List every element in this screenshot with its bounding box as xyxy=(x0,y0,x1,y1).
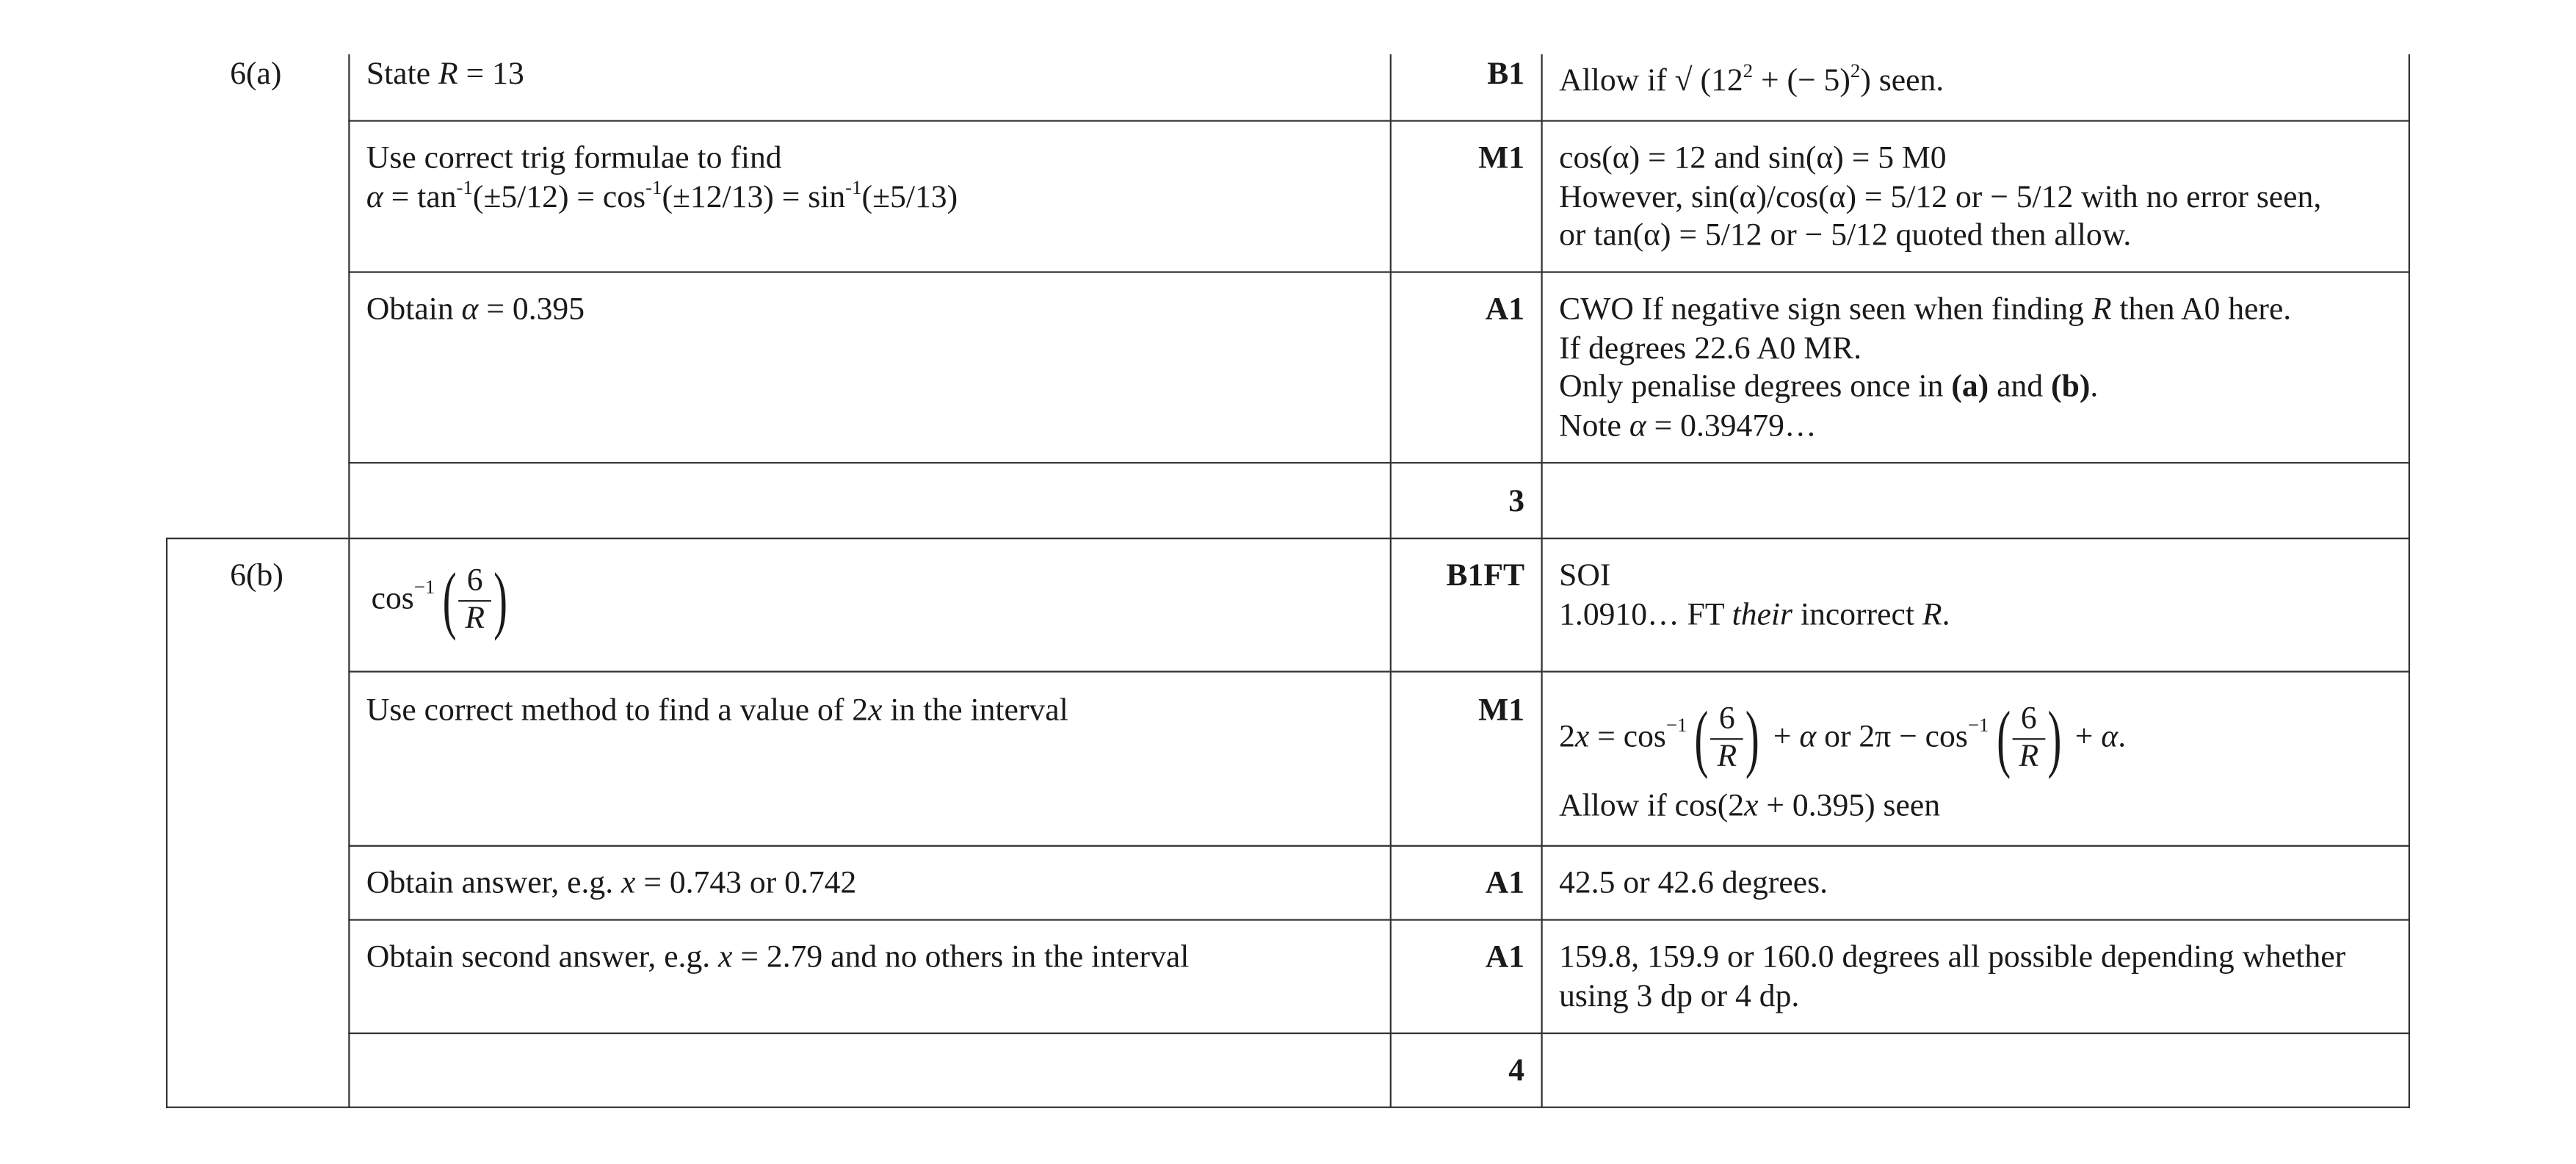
answer-variable: x xyxy=(718,940,733,975)
function-text: cos xyxy=(1623,720,1666,756)
superscript: −1 xyxy=(1665,714,1687,737)
guidance-text: then A0 here. xyxy=(2111,292,2292,328)
answer-text: Obtain xyxy=(366,292,462,328)
guidance-text: + (− 5) xyxy=(1753,64,1850,99)
guidance-text: Allow if xyxy=(1559,64,1675,99)
row-divider xyxy=(348,670,2410,672)
guidance-text: However, sin(α)/cos(α) = 5/12 or − 5/12 with no error seen, xyxy=(1559,180,2322,215)
answer-text: Use correct method to find a value of 2 xyxy=(366,693,869,729)
guidance-line xyxy=(1559,407,2291,446)
denominator: R xyxy=(465,601,485,636)
guidance-text: 1.0910… FT xyxy=(1559,597,1732,632)
mark-code: A1 xyxy=(1485,292,1525,328)
mark-code: A1 xyxy=(1485,866,1525,901)
formula-part: = xyxy=(1589,720,1624,756)
arccos-fraction xyxy=(371,557,513,642)
formula-part: (±5/12) = cos xyxy=(472,180,646,215)
formula-variable: x xyxy=(1574,720,1590,756)
answer-text: State xyxy=(366,57,439,93)
guidance-text: or tan(α) = 5/12 or − 5/12 quoted then allow. xyxy=(1559,218,2132,253)
guidance-text: cos(α) = 12 and sin(α) = 5 M0 xyxy=(1559,141,1947,176)
question-number: 6(a) xyxy=(230,57,282,93)
formula-part: + xyxy=(1765,720,1800,756)
superscript: 2 xyxy=(1850,59,1861,82)
question-number: 6(b) xyxy=(230,559,283,594)
guidance-cell xyxy=(1559,140,2321,256)
guidance-text: . xyxy=(1942,597,1950,632)
table-divider-question xyxy=(348,54,350,1108)
function-name xyxy=(1623,714,1687,758)
answer-text: = 0.395 xyxy=(478,292,585,328)
fraction xyxy=(458,563,491,637)
formula-part: or 2π − xyxy=(1816,720,1925,756)
alpha-symbol: α xyxy=(2101,720,2119,756)
fraction xyxy=(2013,701,2046,776)
superscript: −1 xyxy=(1967,714,1989,737)
function-name xyxy=(371,576,435,620)
mark-code: A1 xyxy=(1485,940,1525,975)
guidance-text: CWO If negative sign seen when finding xyxy=(1559,292,2092,328)
table-divider-answer xyxy=(1390,54,1392,1108)
guidance-line xyxy=(1559,787,2126,826)
superscript: -1 xyxy=(645,175,662,198)
right-paren: ) xyxy=(493,557,508,642)
alpha-symbol: α xyxy=(1799,720,1817,756)
answer-text: = 2.79 and no others in the interval xyxy=(732,940,1190,975)
row-divider xyxy=(348,919,2410,920)
denominator: R xyxy=(1717,739,1737,774)
guidance-cell xyxy=(1559,557,1950,635)
guidance-text: and xyxy=(1989,369,2052,405)
answer-variable: x xyxy=(868,693,883,729)
guidance-line xyxy=(1559,368,2291,407)
total-marks: 3 xyxy=(1508,485,1525,520)
answer-cell xyxy=(366,865,856,904)
guidance-text: . xyxy=(2090,369,2099,405)
part-ref: (b) xyxy=(2051,369,2091,405)
guidance-text: incorrect xyxy=(1792,597,1922,632)
left-paren: ( xyxy=(1996,695,2011,780)
superscript: -1 xyxy=(845,175,862,198)
answer-variable: R xyxy=(438,57,458,93)
sqrt-symbol: √ xyxy=(1674,64,1693,99)
guidance-line xyxy=(1559,596,1950,635)
total-marks: 4 xyxy=(1508,1054,1525,1089)
guidance-variable: R xyxy=(1922,597,1942,632)
guidance-text: 159.8, 159.9 or 160.0 degrees all possible depending whether xyxy=(1559,940,2346,975)
right-paren: ) xyxy=(2047,695,2062,780)
guidance-variable: x xyxy=(1744,789,1759,824)
answer-cell xyxy=(366,692,1068,731)
answer-text: = 13 xyxy=(457,57,524,93)
guidance-text: If degrees 22.6 A0 MR. xyxy=(1559,331,1862,366)
alpha-symbol: α xyxy=(1629,408,1646,444)
formula-part: 2 xyxy=(1559,720,1575,756)
mark-code: B1FT xyxy=(1446,559,1525,594)
alpha-symbol: α xyxy=(366,180,383,215)
mark-code: M1 xyxy=(1478,141,1525,176)
guidance-text: + 0.395) seen xyxy=(1758,789,1941,824)
numerator: 6 xyxy=(1718,701,1735,736)
function-name xyxy=(1925,714,1989,758)
answer-text: Use correct trig formulae to find xyxy=(366,141,782,176)
row-divider xyxy=(348,845,2410,847)
answer-cell xyxy=(371,557,513,642)
guidance-text: Note xyxy=(1559,408,1629,444)
guidance-cell xyxy=(1559,939,2345,1016)
guidance-text: Allow if cos(2 xyxy=(1559,789,1745,824)
formula-part: . xyxy=(2118,720,2127,756)
answer-cell xyxy=(366,56,524,95)
guidance-cell xyxy=(1559,291,2291,445)
numerator: 6 xyxy=(466,563,483,598)
question-divider xyxy=(166,538,2410,539)
table-border-right xyxy=(2409,54,2410,1108)
guidance-line xyxy=(1559,291,2291,330)
answer-cell xyxy=(366,140,958,217)
arccos-fraction xyxy=(1925,695,2067,780)
row-divider xyxy=(348,462,2410,463)
function-text: cos xyxy=(1925,720,1968,756)
answer-cell xyxy=(366,291,585,330)
numerator: 6 xyxy=(2020,701,2037,736)
fraction xyxy=(1711,701,1744,776)
guidance-emphasis: their xyxy=(1732,597,1793,632)
part-ref: (a) xyxy=(1951,369,1989,405)
guidance-text: (12 xyxy=(1692,64,1743,99)
answer-text: in the interval xyxy=(882,693,1068,729)
function-text: cos xyxy=(371,582,414,618)
formula-part: (±12/13) = sin xyxy=(662,180,846,215)
formula-part: = tan xyxy=(383,180,457,215)
answer-text: = 0.743 or 0.742 xyxy=(635,866,857,901)
left-paren: ( xyxy=(1694,695,1709,780)
guidance-formula xyxy=(1559,690,2126,786)
answer-formula xyxy=(366,175,958,217)
alpha-symbol: α xyxy=(461,292,479,328)
guidance-variable: R xyxy=(2091,292,2112,328)
arccos-fraction xyxy=(1623,695,1765,780)
row-divider xyxy=(348,1033,2410,1034)
denominator: R xyxy=(2019,739,2039,774)
right-paren: ) xyxy=(1745,695,1760,780)
guidance-text: Only penalise degrees once in xyxy=(1559,369,1952,405)
guidance-text: using 3 dp or 4 dp. xyxy=(1559,979,1800,1014)
row-divider xyxy=(348,120,2410,121)
guidance-text: SOI xyxy=(1559,559,1611,594)
superscript: -1 xyxy=(456,175,473,198)
left-paren: ( xyxy=(442,557,457,642)
guidance-cell xyxy=(1559,59,1944,101)
answer-text: Obtain answer, e.g. xyxy=(366,866,622,901)
table-divider-marks xyxy=(1541,54,1542,1108)
guidance-cell: 42.5 or 42.6 degrees. xyxy=(1559,866,1828,901)
table-border-left xyxy=(166,538,167,1108)
table-border-bottom xyxy=(166,1107,2410,1108)
formula-part: (±5/13) xyxy=(861,180,958,215)
superscript: −1 xyxy=(413,576,435,599)
answer-variable: x xyxy=(621,866,636,901)
superscript: 2 xyxy=(1743,59,1754,82)
guidance-text: = 0.39479… xyxy=(1646,408,1817,444)
answer-text: Obtain second answer, e.g. xyxy=(366,940,719,975)
row-divider xyxy=(348,271,2410,272)
guidance-text: ) seen. xyxy=(1860,64,1944,99)
answer-cell xyxy=(366,939,1189,977)
mark-code: B1 xyxy=(1487,57,1525,93)
guidance-cell xyxy=(1559,690,2126,826)
formula-part: + xyxy=(2066,720,2102,756)
mark-code: M1 xyxy=(1478,693,1525,729)
